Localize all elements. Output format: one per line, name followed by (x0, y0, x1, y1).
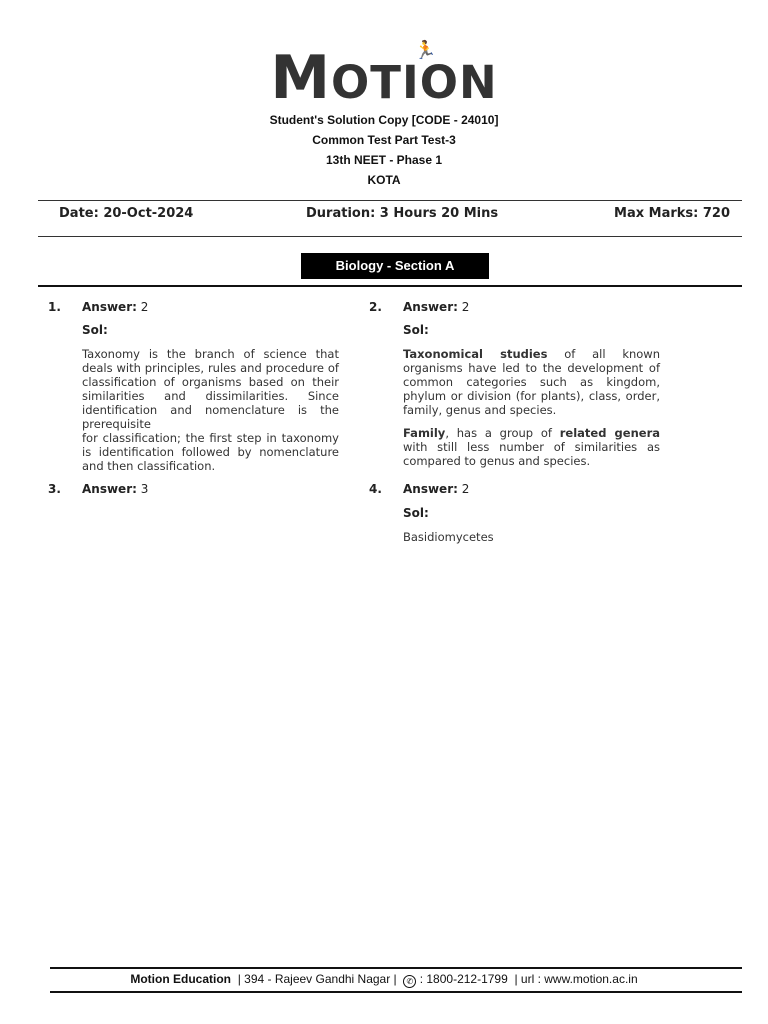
divider-section (38, 285, 742, 287)
footer-divider-bottom (50, 991, 742, 993)
max-marks: Max Marks: 720 (614, 206, 730, 221)
text-run: of all known organisms have led to the development of common categories such as kingdom, phylum or division (for plants), class, order, family, genus and species. (403, 347, 660, 417)
solution-text: Basidiomycetes (403, 530, 494, 544)
answer-value: 2 (461, 482, 470, 496)
answer-line (403, 482, 469, 496)
answer-value: 2 (140, 300, 149, 314)
centre-name: KOTA (367, 173, 401, 187)
footer-url: | url : www.motion.ac.in (514, 972, 638, 986)
footer-phone: : 1800-212-1799 (419, 972, 508, 986)
bold-term: related genera (559, 426, 660, 440)
answer-value: 2 (461, 300, 470, 314)
solution-paragraph-1 (403, 347, 660, 417)
answer-line (403, 300, 469, 314)
footer (0, 972, 768, 988)
solution-line: Taxonomy is the branch of science that deals with principles, rules and procedure of classification of organisms based on their similarities and dissimilarities. Since identification and nomenclature is the prerequisite (82, 347, 339, 431)
divider-info (38, 236, 742, 237)
answer-value: 3 (140, 482, 149, 496)
solution-text (82, 347, 339, 473)
batch-name: 13th NEET - Phase 1 (325, 153, 443, 167)
motion-logo: MOTION 🏃 (270, 40, 498, 113)
solution-paragraph-2 (403, 426, 660, 468)
runner-icon: 🏃 (414, 40, 438, 61)
question-number: 3. (48, 482, 61, 496)
footer-address: | 394 - Rajeev Gandhi Nagar | (237, 972, 397, 986)
exam-duration: Duration: 3 Hours 20 Mins (306, 206, 499, 221)
solution-copy-code: Student's Solution Copy [CODE - 24010] (269, 113, 499, 127)
phone-icon: ✆ (403, 975, 416, 988)
answer-label: Answer: (82, 482, 137, 496)
text-run: , has a group of (445, 426, 560, 440)
section-title: Biology - Section A (301, 253, 489, 279)
answer-label: Answer: (403, 482, 458, 496)
question-number: 4. (369, 482, 382, 496)
footer-org: Motion Education (130, 972, 232, 986)
bold-term: Taxonomical studies (403, 347, 548, 361)
sol-label: Sol: (82, 323, 108, 337)
text-run: with still less number of similarities as compared to genus and species. (403, 440, 660, 468)
question-number: 1. (48, 300, 61, 314)
question-number: 2. (369, 300, 382, 314)
answer-label: Answer: (403, 300, 458, 314)
answer-line (82, 300, 148, 314)
sol-label: Sol: (403, 323, 429, 337)
answer-line (82, 482, 148, 496)
exam-date: Date: 20-Oct-2024 (59, 206, 194, 221)
bold-term: Family (403, 426, 446, 440)
test-name: Common Test Part Test-3 (312, 133, 456, 147)
sol-label: Sol: (403, 506, 429, 520)
footer-divider-top (50, 967, 742, 969)
solution-line: for classification; the first step in taxonomy is identification followed by nomenclature and then classification. (82, 431, 339, 473)
answer-label: Answer: (82, 300, 137, 314)
divider-top (38, 200, 742, 201)
